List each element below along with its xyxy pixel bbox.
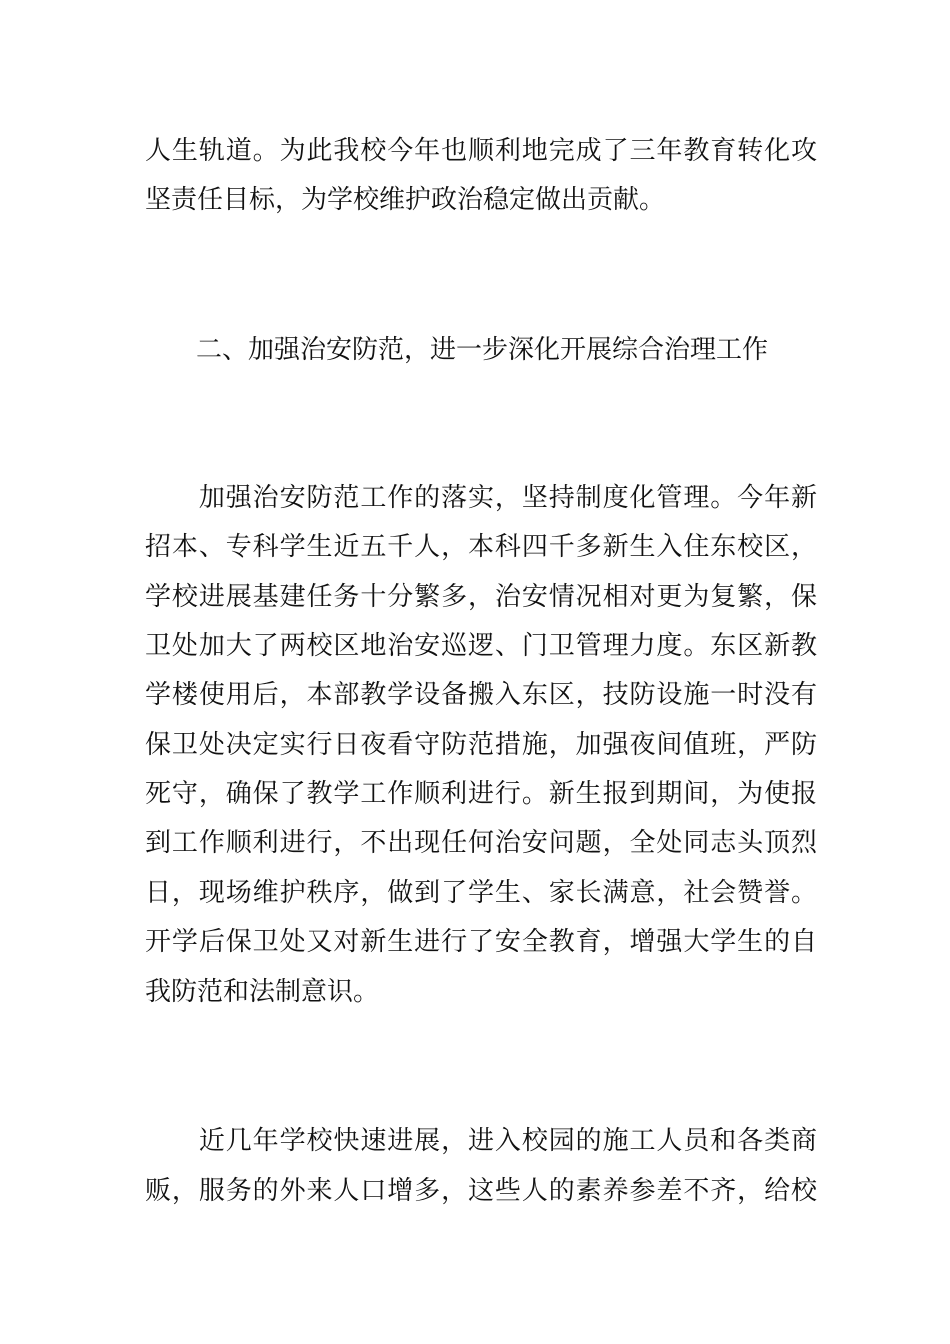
paragraph-line: 招本、专科学生近五千人，本科四千多新生入住东校区， — [145, 532, 817, 562]
paragraph-line: 开学后保卫处又对新生进行了安全教育，增强大学生的自 — [145, 927, 817, 957]
paragraph-line: 贩，服务的外来人口增多，这些人的素养参差不齐，给校 — [145, 1176, 817, 1206]
paragraph-line: 死守，确保了教学工作顺利进行。新生报到期间，为使报 — [145, 779, 817, 809]
section-heading: 二、加强治安防范，进一步深化开展综合治理工作 — [196, 335, 769, 365]
paragraph-line: 卫处加大了两校区地治安巡逻、门卫管理力度。东区新教 — [145, 631, 817, 661]
paragraph-line: 近几年学校快速进展，进入校园的施工人员和各类商 — [145, 1126, 817, 1156]
paragraph-line: 加强治安防范工作的落实，坚持制度化管理。今年新 — [145, 483, 817, 513]
paragraph-line: 到工作顺利进行，不出现任何治安问题，全处同志头顶烈 — [145, 828, 817, 858]
paragraph-line: 保卫处决定实行日夜看守防范措施，加强夜间值班，严防 — [145, 730, 817, 760]
paragraph-line: 坚责任目标，为学校维护政治稳定做出贡献。 — [145, 185, 666, 215]
paragraph-line: 学楼使用后，本部教学设备搬入东区，技防设施一时没有 — [145, 680, 817, 710]
paragraph-line: 我防范和法制意识。 — [145, 977, 380, 1007]
paragraph-line: 日，现场维护秩序，做到了学生、家长满意，社会赞誉。 — [145, 878, 817, 908]
paragraph-line: 学校进展基建任务十分繁多，治安情况相对更为复繁，保 — [145, 582, 817, 612]
paragraph-line: 人生轨道。为此我校今年也顺利地完成了三年教育转化攻 — [145, 136, 817, 166]
